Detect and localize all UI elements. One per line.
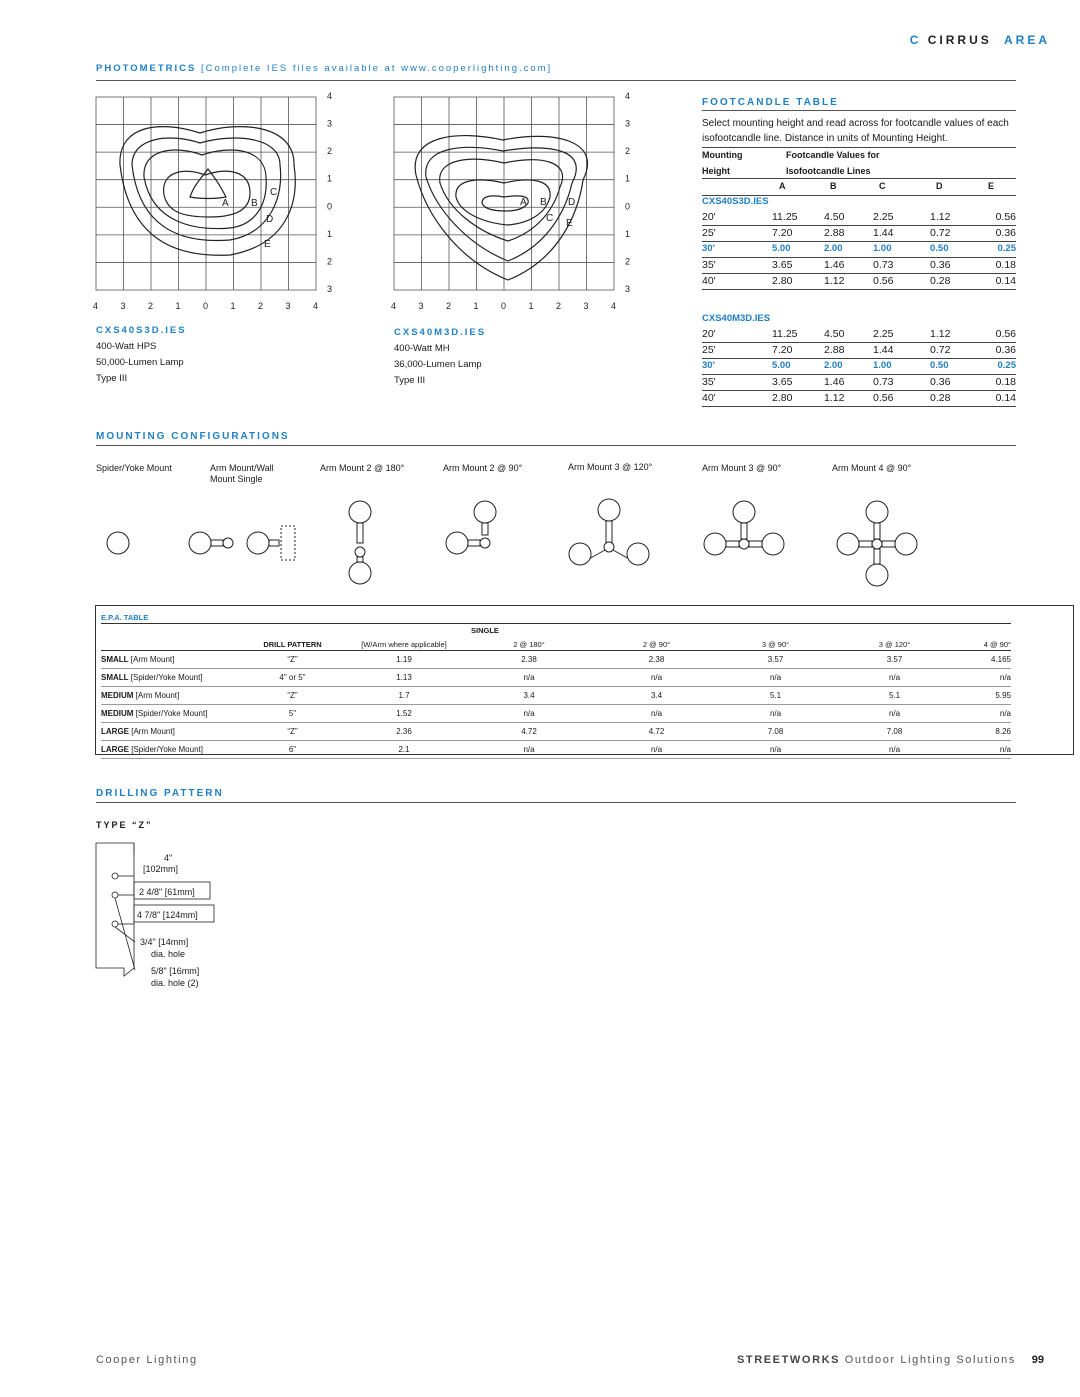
- epa-cell: 1.7: [349, 687, 459, 705]
- epa-size: MEDIUM: [101, 691, 134, 700]
- axis-right-label: 3: [625, 118, 631, 129]
- ft-cell: 1.00: [873, 243, 892, 254]
- drilling-type: TYPE “Z”: [96, 820, 153, 830]
- ft-cell: 7.20: [772, 227, 793, 239]
- epa-cell: 3.57: [714, 651, 837, 669]
- isofootcandle-plot-1: [80, 85, 350, 315]
- epa-cell: 2.1: [349, 741, 459, 759]
- plot2-label-c: C: [546, 213, 554, 224]
- epa-title-rule: [101, 623, 1011, 624]
- spider-yoke-icon: [107, 532, 129, 554]
- epa-cell: “Z”: [236, 651, 349, 669]
- plot1-label-d: D: [266, 214, 274, 225]
- ft-row: [702, 273, 1016, 290]
- ft-row: [702, 241, 1016, 258]
- epa-h-2-180: 2 @ 180°: [459, 639, 599, 651]
- ft-col-e: E: [987, 181, 994, 191]
- ft-cell: 0.56: [873, 275, 894, 287]
- photometrics-heading: [96, 63, 552, 74]
- ft-cell: 2.88: [824, 227, 845, 239]
- epa-h-2-90: 2 @ 90°: [599, 639, 714, 651]
- mc-arm-wall-label-2: Mount Single: [210, 474, 263, 484]
- epa-cell: 3.4: [599, 687, 714, 705]
- ft-cell: 0.36: [995, 344, 1016, 356]
- ft-row: [702, 225, 1016, 242]
- epa-mount: [Arm Mount]: [128, 655, 175, 664]
- plot2-label-e: E: [566, 218, 573, 229]
- ft-cell: 0.72: [930, 344, 951, 356]
- drilling-title: DRILLING PATTERN: [96, 788, 224, 799]
- epa-cell: 5.1: [837, 687, 952, 705]
- mc-spider-yoke-label: Spider/Yoke Mount: [96, 463, 172, 473]
- epa-table-box: [95, 605, 1074, 755]
- epa-mount: [Arm Mount]: [129, 727, 175, 736]
- epa-cell: 7.08: [714, 723, 837, 741]
- mc-arm-wall-label: [210, 463, 274, 485]
- ft-cell: 25': [702, 227, 716, 239]
- photometrics-note: [Complete IES files available at www.cooperlighting.com]: [201, 63, 553, 74]
- epa-cell: 5.95: [952, 687, 1011, 705]
- ft-cell: 0.56: [995, 328, 1016, 340]
- ft-cell: 1.12: [930, 328, 951, 340]
- ft-cell: 0.50: [930, 360, 949, 371]
- ft-row: [702, 390, 1016, 407]
- epa-cell: 4.72: [599, 723, 714, 741]
- brand-cirrus: CIRRUS: [927, 33, 992, 47]
- epa-cell: 1.13: [349, 669, 459, 687]
- footcandle-rule: [702, 110, 1016, 111]
- arm-4-90-icon: [837, 501, 917, 586]
- ft-cell: 0.36: [930, 259, 951, 271]
- ft-cell: 1.46: [824, 376, 845, 388]
- mc-2-180-label: Arm Mount 2 @ 180°: [320, 463, 405, 473]
- epa-size: LARGE: [101, 727, 129, 736]
- axis-right-label: 1: [625, 173, 631, 184]
- axis-right-label: 1: [327, 228, 333, 239]
- ft-cell: 20': [702, 328, 716, 340]
- arm-3-90-icon: [704, 501, 784, 555]
- epa-h-3-90: 3 @ 90°: [714, 639, 837, 651]
- epa-cell: “Z”: [236, 687, 349, 705]
- axis-right-label: 2: [625, 256, 631, 267]
- drilling-rule: [96, 802, 1016, 803]
- epa-cell: 8.26: [952, 723, 1011, 741]
- epa-row-label: [101, 687, 236, 705]
- epa-cell: 7.08: [837, 723, 952, 741]
- ft-col-a: A: [779, 181, 786, 191]
- ft-cell: 40': [702, 275, 716, 287]
- epa-cell: n/a: [714, 669, 837, 687]
- epa-size: LARGE: [101, 745, 129, 754]
- ft-cell: 2.00: [824, 360, 843, 371]
- epa-size: SMALL: [101, 673, 129, 682]
- plot2-file: CXS40M3D.IES: [394, 327, 487, 338]
- epa-cell: n/a: [837, 741, 952, 759]
- epa-cell: 5": [236, 705, 349, 723]
- arm-2-90-icon: [446, 501, 496, 554]
- ft-row: [702, 358, 1016, 375]
- axis-right-label: 3: [625, 283, 631, 294]
- dp-d1a: 4": [164, 853, 173, 863]
- plot2-line2: 36,000-Lumen Lamp: [394, 359, 482, 370]
- epa-cell: 4.72: [459, 723, 599, 741]
- axis-right-label: 4: [327, 91, 333, 101]
- axis-bottom-label: 1: [528, 301, 534, 311]
- dp-d5b: dia. hole (2): [151, 978, 199, 988]
- epa-cell: n/a: [459, 669, 599, 687]
- plot2-label-d: D: [568, 197, 576, 208]
- dp-d2: 2 4/8" [61mm]: [139, 887, 195, 897]
- ft-cell: 0.18: [995, 259, 1016, 271]
- epa-row-label: [101, 723, 236, 741]
- plot1-caption: [96, 323, 187, 387]
- epa-cell: n/a: [714, 705, 837, 723]
- epa-h-3-120: 3 @ 120°: [837, 639, 952, 651]
- ft-col-b: B: [830, 181, 837, 191]
- ft-cell: 2.88: [824, 344, 845, 356]
- axis-bottom-label: 1: [230, 301, 236, 311]
- ft-table-name: CXS40S3D.IES: [702, 196, 769, 207]
- ft-cell: 0.56: [995, 211, 1016, 223]
- plot1-label-b: B: [251, 198, 258, 209]
- footer-tagline: Outdoor Lighting Solutions: [844, 1354, 1016, 1366]
- plot1-line3: Type III: [96, 373, 128, 384]
- isofootcandle-plot-2: [378, 85, 648, 315]
- ft-cell: 25': [702, 344, 716, 356]
- axis-bottom-label: 1: [175, 301, 181, 311]
- dp-d5a: 5/8" [16mm]: [151, 966, 200, 976]
- epa-cell: 2.36: [349, 723, 459, 741]
- axis-bottom-label: 4: [391, 301, 397, 311]
- ft-cell: 30': [702, 360, 715, 371]
- axis-right-label: 0: [625, 201, 631, 212]
- epa-row: [101, 687, 1011, 705]
- axis-bottom-label: 0: [203, 301, 209, 311]
- ft-cell: 2.80: [772, 392, 793, 404]
- epa-cell: n/a: [599, 705, 714, 723]
- epa-cell: 6": [236, 741, 349, 759]
- epa-cell: 2.38: [459, 651, 599, 669]
- ft-row: [702, 257, 1016, 274]
- epa-cell: n/a: [714, 741, 837, 759]
- ft-cell: 0.14: [995, 275, 1016, 287]
- epa-mount: [Spider/Yoke Mount]: [129, 745, 203, 754]
- ft-cell: 3.65: [772, 259, 793, 271]
- axis-right-label: 2: [327, 256, 333, 267]
- plot2-label-a: A: [520, 197, 527, 208]
- axis-right-label: 3: [327, 283, 333, 294]
- plot1-line1: 400-Watt HPS: [96, 341, 157, 352]
- brand-area: AREA: [1003, 33, 1050, 47]
- epa-cell: n/a: [459, 705, 599, 723]
- epa-mount: [Spider/Yoke Mount]: [128, 673, 203, 682]
- epa-cell: n/a: [952, 741, 1011, 759]
- epa-cell: n/a: [952, 669, 1011, 687]
- ft-cell: 0.28: [930, 392, 951, 404]
- epa-row-label: [101, 741, 236, 759]
- ft-cell: 0.18: [995, 376, 1016, 388]
- footer-right: [737, 1354, 1016, 1366]
- mounting-diagrams: [90, 490, 1020, 590]
- epa-row: [101, 669, 1011, 687]
- axis-right-label: 0: [327, 201, 333, 212]
- brand-header: [910, 33, 1050, 47]
- ft-table-name: CXS40M3D.IES: [702, 313, 771, 324]
- epa-cell: 1.52: [349, 705, 459, 723]
- epa-cell: n/a: [599, 741, 714, 759]
- ft-cell: 0.25: [997, 243, 1016, 254]
- ft-col-c: C: [879, 181, 886, 191]
- ft-cell: 1.12: [824, 275, 845, 287]
- ft-cell: 30': [702, 243, 715, 254]
- hole-1-icon: [112, 873, 118, 879]
- epa-h-drill: DRILL PATTERN: [236, 639, 349, 651]
- axis-bottom-label: 0: [501, 301, 507, 311]
- mc-2-90-label: Arm Mount 2 @ 90°: [443, 463, 523, 473]
- ft-cell: 11.25: [772, 328, 798, 340]
- arm-wall-icon: [189, 526, 295, 560]
- ft-cell: 2.25: [873, 328, 894, 340]
- ft-row: [702, 326, 1016, 343]
- epa-h-4-90: 4 @ 90°: [952, 639, 1011, 651]
- ft-cell: 0.72: [930, 227, 951, 239]
- footer-brand: STREETWORKS: [736, 1354, 841, 1366]
- dp-d4a: 3/4" [14mm]: [140, 937, 189, 947]
- plot1-label-e: E: [264, 239, 271, 250]
- ft-cell: 2.00: [824, 243, 843, 254]
- plot2-caption: [394, 325, 486, 389]
- ft-h-values: Footcandle Values for: [786, 150, 880, 160]
- plot1-label-a: A: [222, 198, 229, 209]
- mc-3-120-label: Arm Mount 3 @ 120°: [568, 462, 653, 472]
- ft-row: [702, 374, 1016, 391]
- ft-cell: 35': [702, 259, 716, 271]
- ft-cell: 4.50: [824, 211, 845, 223]
- epa-cell: 1.19: [349, 651, 459, 669]
- epa-cell: 3.57: [837, 651, 952, 669]
- axis-right-label: 2: [327, 146, 333, 157]
- mc-arm-wall-label-1: Arm Mount/Wall: [210, 463, 274, 473]
- ft-col-header: [702, 178, 1016, 196]
- epa-title: E.P.A. TABLE: [101, 613, 149, 622]
- plot1-file: CXS40S3D.IES: [96, 325, 187, 336]
- axis-bottom-label: 2: [446, 301, 452, 311]
- ft-cell: 0.56: [873, 392, 894, 404]
- ft-h-mounting: Mounting: [702, 150, 743, 160]
- ft-cell: 0.36: [930, 376, 951, 388]
- photometrics-title: PHOTOMETRICS: [96, 63, 197, 74]
- hole-3-icon: [112, 921, 118, 927]
- mc-3-90-label: Arm Mount 3 @ 90°: [702, 463, 782, 473]
- ft-cell: 1.12: [930, 211, 951, 223]
- epa-row: [101, 651, 1011, 669]
- ft-cell: 20': [702, 211, 716, 223]
- arm-2-180-icon: [349, 501, 371, 584]
- ft-cell: 1.44: [873, 227, 894, 239]
- epa-row: [101, 723, 1011, 741]
- dp-d1b: [102mm]: [143, 864, 179, 874]
- epa-header-row: [101, 639, 1011, 651]
- plot1-label-c: C: [270, 187, 278, 198]
- mounting-title: MOUNTING CONFIGURATIONS: [96, 431, 290, 442]
- footcandle-intro: Select mounting height and read across for footcandle values of each isofootcandle line. Distance in units of Mounting Height.: [702, 118, 1009, 144]
- epa-h-single: [W/Arm where applicable]: [349, 639, 459, 651]
- ft-cell: 0.36: [995, 227, 1016, 239]
- epa-mount: [Spider/Yoke Mount]: [133, 709, 208, 718]
- ft-cell: 1.12: [824, 392, 845, 404]
- ft-cell: 0.73: [873, 259, 894, 271]
- dp-d3: 4 7/8" [124mm]: [137, 910, 198, 920]
- epa-h-blank: [101, 639, 236, 651]
- epa-row: [101, 705, 1011, 723]
- axis-bottom-label: 2: [258, 301, 264, 311]
- footer-left: Cooper Lighting: [96, 1354, 198, 1366]
- ft-cell: 7.20: [772, 344, 793, 356]
- epa-cell: 4" or 5": [236, 669, 349, 687]
- mounting-rule: [96, 445, 1016, 446]
- epa-cell: 5.1: [714, 687, 837, 705]
- ft-cell: 0.50: [930, 243, 949, 254]
- epa-cell: n/a: [459, 741, 599, 759]
- ft-cell: 0.73: [873, 376, 894, 388]
- ft-cell: 0.28: [930, 275, 951, 287]
- epa-cell: “Z”: [236, 723, 349, 741]
- ft-row: [702, 342, 1016, 359]
- ft-cell: 1.00: [873, 360, 892, 371]
- axis-right-label: 4: [625, 91, 631, 101]
- ft-cell: 2.80: [772, 275, 793, 287]
- photometrics-rule: [96, 80, 1016, 81]
- ft-cell: 0.25: [997, 360, 1016, 371]
- epa-row-label: [101, 705, 236, 723]
- axis-bottom-label: 2: [556, 301, 562, 311]
- ft-row: [702, 209, 1016, 226]
- ft-cell: 40': [702, 392, 716, 404]
- epa-cell: n/a: [837, 669, 952, 687]
- ft-cell: 4.50: [824, 328, 845, 340]
- ft-cell: 35': [702, 376, 716, 388]
- dp-d4b: dia. hole: [151, 949, 186, 959]
- plot1-line2: 50,000-Lumen Lamp: [96, 357, 184, 368]
- axis-right-label: 1: [625, 228, 631, 239]
- mc-4-90-label: Arm Mount 4 @ 90°: [832, 463, 912, 473]
- axis-bottom-label: 3: [418, 301, 424, 311]
- ft-cell: 0.14: [995, 392, 1016, 404]
- axis-bottom-label: 2: [148, 301, 154, 311]
- epa-size: SMALL: [101, 655, 129, 664]
- epa-cell: n/a: [952, 705, 1011, 723]
- footcandle-intro-rule: [702, 147, 1016, 148]
- ft-h-height: Height: [702, 166, 730, 176]
- epa-table: [101, 639, 1011, 759]
- axis-bottom-label: 1: [473, 301, 479, 311]
- epa-cell: 2.38: [599, 651, 714, 669]
- plot2-label-b: B: [540, 197, 547, 208]
- plot2-line1: 400-Watt MH: [394, 343, 450, 354]
- footcandle-title: FOOTCANDLE TABLE: [702, 97, 839, 108]
- ft-cell: 5.00: [772, 360, 791, 371]
- axis-right-label: 1: [327, 173, 333, 184]
- epa-cell: 4.165: [952, 651, 1011, 669]
- epa-cell: n/a: [837, 705, 952, 723]
- ft-cell: 1.44: [873, 344, 894, 356]
- axis-bottom-label: 3: [583, 301, 589, 311]
- epa-row-label: [101, 669, 236, 687]
- axis-bottom-label: 4: [611, 301, 617, 311]
- brand-c: C: [909, 33, 922, 47]
- epa-cell: n/a: [599, 669, 714, 687]
- ft-h-lines: Isofootcandle Lines: [786, 166, 871, 176]
- axis-bottom-label: 4: [93, 301, 99, 311]
- epa-cell: 3.4: [459, 687, 599, 705]
- ft-cell: 1.46: [824, 259, 845, 271]
- ft-cell: 2.25: [873, 211, 894, 223]
- plot2-line3: Type III: [394, 375, 426, 386]
- axis-bottom-label: 3: [120, 301, 126, 311]
- epa-row-label: [101, 651, 236, 669]
- epa-single: SINGLE: [471, 626, 499, 635]
- ft-col-d: D: [936, 181, 943, 191]
- axis-bottom-label: 4: [313, 301, 319, 311]
- ft-cell: 11.25: [772, 211, 798, 223]
- page-number: 99: [1031, 1354, 1044, 1366]
- epa-size: MEDIUM: [101, 709, 134, 718]
- ft-cell: 3.65: [772, 376, 793, 388]
- axis-right-label: 2: [625, 146, 631, 157]
- arm-3-120-icon: [569, 499, 649, 565]
- epa-mount: [Arm Mount]: [133, 691, 180, 700]
- hole-2-icon: [112, 892, 118, 898]
- epa-row: [101, 741, 1011, 759]
- ft-cell: 5.00: [772, 243, 791, 254]
- axis-right-label: 3: [327, 118, 333, 129]
- axis-bottom-label: 3: [285, 301, 291, 311]
